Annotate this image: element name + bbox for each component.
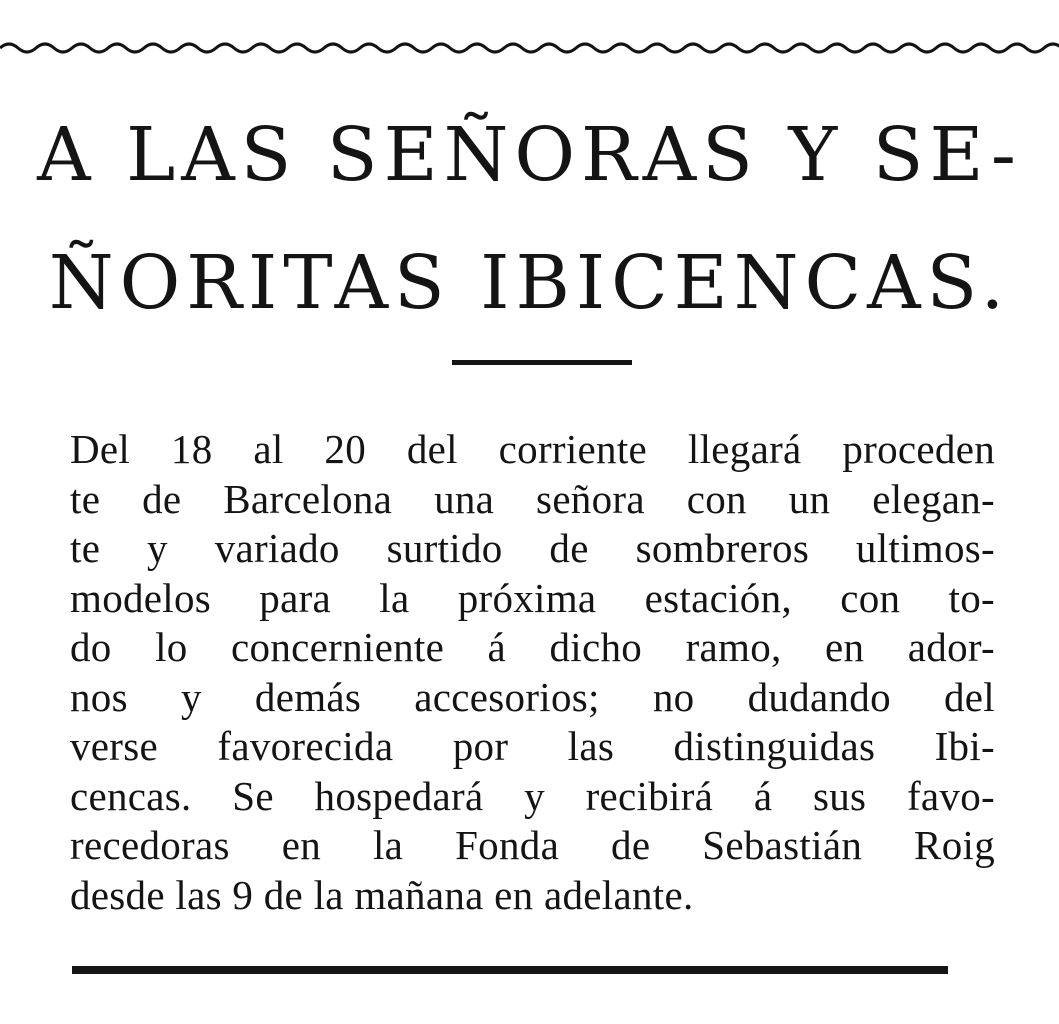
body-line-1: Del 18 al 20 del corriente llegará proceden: [70, 426, 995, 472]
body-line-6: nos y demás accesorios; no dudando del: [70, 673, 995, 720]
headline-divider: [452, 360, 632, 365]
body-line-7: verse favorecida por las distinguidas Ibi-: [70, 723, 995, 769]
bottom-rule: [72, 966, 948, 974]
body-line-9: recedoras en la Fonda de Sebastián Roig: [70, 822, 995, 868]
headline-line-1: A LAS SEÑORAS Y SE-: [37, 112, 1022, 198]
body-line-3: te y variado surtido de sombreros ultimos-: [70, 525, 995, 571]
body-line-2: te de Barcelona una señora con un elegan-: [70, 475, 995, 522]
headline-line-2: ÑORITAS IBICENCAS.: [48, 240, 1011, 326]
advertisement-body: [70, 425, 995, 920]
body-line-4: modelos para la próxima estación, con to-: [70, 574, 995, 621]
body-line-10: desde las 9 de la mañana en adelante.: [70, 871, 694, 918]
body-line-8: cencas. Se hospedará y recibirá á sus favo-: [70, 772, 995, 819]
body-line-5: do lo concerniente á dicho ramo, en ador-: [70, 624, 995, 670]
top-wavy-rule: [0, 30, 1059, 70]
